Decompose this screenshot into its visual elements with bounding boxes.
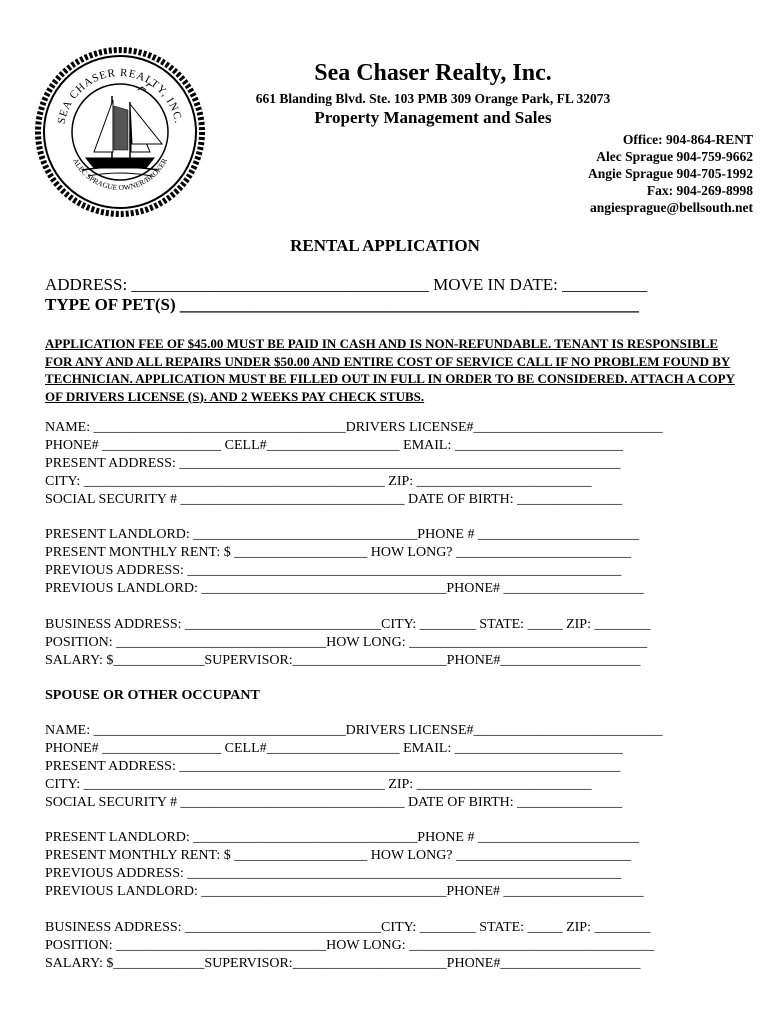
contact-fax: Fax: 904-269-8998: [646, 183, 753, 198]
contact-alec: Alec Sprague 904-759-9662: [596, 149, 753, 164]
form-title: RENTAL APPLICATION: [290, 236, 480, 255]
spouse-rent-howlong-field[interactable]: PRESENT MONTHLY RENT: $ ___________________ HOW LONG? _________________________: [45, 848, 632, 863]
spouse-business-address-field[interactable]: BUSINESS ADDRESS: ____________________________CITY: ________ STATE: _____ ZIP: ________: [45, 920, 651, 935]
applicant-position-field[interactable]: POSITION: ______________________________HOW LONG: __________________________________: [45, 635, 648, 650]
application-notice: APPLICATION FEE OF $45.00 MUST BE PAID IN CASH AND IS NON-REFUNDABLE. TENANT IS RESPONSIBLE FOR ANY AND ALL REPAIRS UNDER $50.00 AND ENTIRE COST OF SERVICE CALL IF NO PROBLEM FOUND BY TECHNICIAN. APPLICATION MUST BE FILLED OUT IN FULL IN ORDER TO BE CONSIDERED. ATTACH A COPY OF DRIVERS LICENSE (S). AND 2 WEEKS PAY CHECK STUBS.: [45, 336, 735, 404]
contact-email: angiesprague@bellsouth.net: [590, 200, 753, 215]
spouse-present-address-field[interactable]: PRESENT ADDRESS: _______________________________________________________________: [45, 759, 621, 774]
applicant-present-landlord-field[interactable]: PRESENT LANDLORD: ________________________________PHONE # _______________________: [45, 527, 639, 542]
spouse-previous-landlord-field[interactable]: PREVIOUS LANDLORD: ___________________________________PHONE# ____________________: [45, 884, 644, 899]
spouse-name-license-field[interactable]: NAME: ____________________________________DRIVERS LICENSE#___________________________: [45, 723, 663, 738]
contact-office: Office: 904-864-RENT: [622, 132, 753, 147]
applicant-present-address-field[interactable]: PRESENT ADDRESS: _______________________________________________________________: [45, 456, 621, 471]
spouse-ssn-dob-field[interactable]: SOCIAL SECURITY # ________________________________ DATE OF BIRTH: _______________: [45, 795, 623, 810]
applicant-phone-cell-email-field[interactable]: PHONE# _________________ CELL#___________________ EMAIL: ________________________: [45, 438, 623, 453]
company-name: Sea Chaser Realty, Inc.: [314, 60, 552, 86]
applicant-business-address-field[interactable]: BUSINESS ADDRESS: ____________________________CITY: ________ STATE: _____ ZIP: ________: [45, 617, 651, 632]
applicant-name-license-field[interactable]: NAME: ____________________________________DRIVERS LICENSE#___________________________: [45, 420, 663, 435]
address-move-in-line[interactable]: ADDRESS: ___________________________________ MOVE IN DATE: __________: [45, 275, 648, 294]
company-address: 661 Blanding Blvd. Ste. 103 PMB 309 Orange Park, FL 32073: [255, 91, 611, 106]
spouse-salary-field[interactable]: SALARY: $_____________SUPERVISOR:______________________PHONE#____________________: [45, 956, 641, 971]
applicant-rent-howlong-field[interactable]: PRESENT MONTHLY RENT: $ ___________________ HOW LONG? _________________________: [45, 545, 632, 560]
company-subtitle: Property Management and Sales: [314, 108, 552, 127]
spouse-position-field[interactable]: POSITION: ______________________________HOW LONG: ___________________________________: [45, 938, 655, 953]
pet-type-line[interactable]: TYPE OF PET(S) ______________________________________________________: [45, 295, 639, 314]
applicant-previous-address-field[interactable]: PREVIOUS ADDRESS: ______________________________________________________________: [45, 563, 622, 578]
spouse-present-landlord-field[interactable]: PRESENT LANDLORD: ________________________________PHONE # _______________________: [45, 830, 639, 845]
applicant-city-zip-field[interactable]: CITY: ___________________________________________ ZIP: _________________________: [45, 474, 592, 489]
spouse-section-heading: SPOUSE OR OTHER OCCUPANT: [45, 688, 260, 703]
applicant-ssn-dob-field[interactable]: SOCIAL SECURITY # ________________________________ DATE OF BIRTH: _______________: [45, 492, 623, 507]
spouse-previous-address-field[interactable]: PREVIOUS ADDRESS: ______________________________________________________________: [45, 866, 622, 881]
applicant-previous-landlord-field[interactable]: PREVIOUS LANDLORD: ___________________________________PHONE# ____________________: [45, 581, 644, 596]
spouse-city-zip-field[interactable]: CITY: ___________________________________________ ZIP: _________________________: [45, 777, 592, 792]
contact-angie: Angie Sprague 904-705-1992: [588, 166, 753, 181]
seal-top-text: SEA CHASER REALTY, INC.: [55, 66, 185, 125]
spouse-phone-cell-email-field[interactable]: PHONE# _________________ CELL#___________________ EMAIL: ________________________: [45, 741, 623, 756]
applicant-salary-field[interactable]: SALARY: $_____________SUPERVISOR:______________________PHONE#____________________: [45, 653, 641, 668]
seal-bottom-text: ALEC SPRAGUE OWNER/BROKER: [71, 156, 169, 193]
